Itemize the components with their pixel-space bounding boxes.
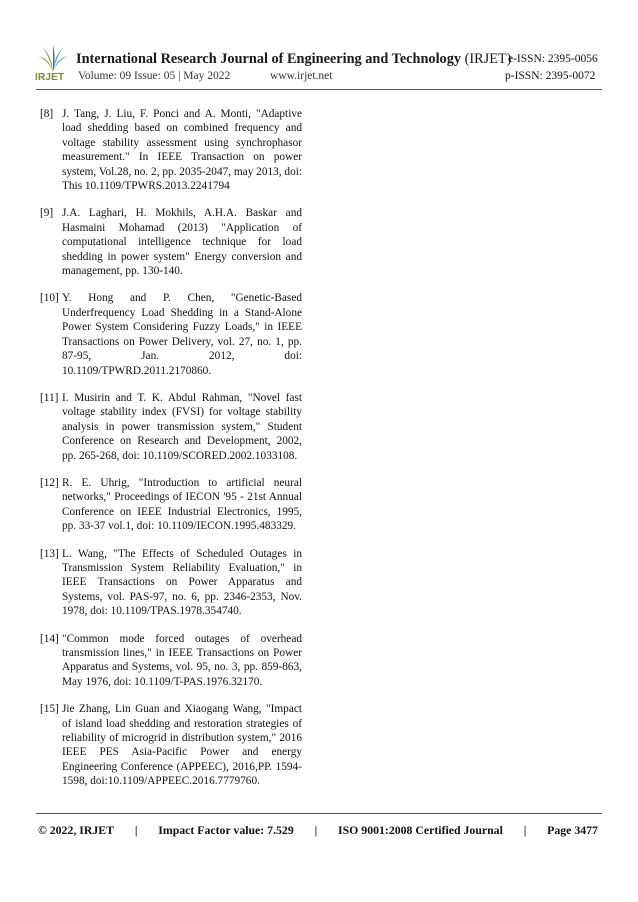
reference-text: R. E. Uhrig, "Introduction to artificial neural networks," Proceedings of IECON '95 - 21st Annual Conference on IEEE Industrial Electronics, 1995, pp. 33-37 vol.1, doi: 10.1109/IECON.1995.483329. — [62, 476, 302, 533]
reference-number: [15] — [40, 703, 59, 716]
footer-separator: | — [523, 823, 527, 837]
footer-divider — [36, 813, 602, 814]
reference-text: L. Wang, "The Effects of Scheduled Outages in Transmission System Reliability Evaluation," in IEEE Transactions on Power Apparatus and Systems, vol. PAS-97, no. 6, pp. 2346-2353, Nov. 1978, doi: 10.1109/TPAS.1978.354740. — [62, 547, 302, 618]
footer-copyright: © 2022, IRJET — [38, 823, 114, 837]
reference-item — [40, 702, 302, 788]
reference-item — [40, 291, 302, 377]
logo-text: IRJET — [35, 72, 65, 83]
reference-item — [40, 547, 302, 619]
reference-number: [14] — [40, 632, 59, 645]
footer-page-number: Page 3477 — [547, 823, 598, 837]
footer-impact-factor: Impact Factor value: 7.529 — [158, 823, 294, 837]
reference-item — [40, 206, 302, 278]
reference-text: "Common mode forced outages of overhead transmission lines," in IEEE Transactions on Power Apparatus and Systems, vol. 95, no. 3, pp. 859-863, May 1976, doi: 10.1109/T-PAS.1976.32170. — [62, 632, 302, 688]
page-header — [0, 0, 638, 92]
p-issn: p-ISSN: 2395-0072 — [505, 70, 596, 82]
reference-list — [40, 107, 302, 802]
footer-iso: ISO 9001:2008 Certified Journal — [338, 823, 503, 837]
reference-item — [40, 476, 302, 534]
reference-number: [10] — [40, 292, 59, 305]
journal-abbreviation: (IRJET) — [464, 51, 512, 67]
footer-separator: | — [134, 823, 138, 837]
footer-separator: | — [314, 823, 318, 837]
e-issn: e-ISSN: 2395-0056 — [508, 53, 598, 65]
reference-number: [9] — [40, 207, 54, 220]
reference-item — [40, 632, 302, 690]
reference-number: [12] — [40, 476, 59, 489]
page-footer — [38, 823, 598, 838]
reference-item — [40, 107, 302, 193]
reference-text: Y. Hong and P. Chen, "Genetic-Based Underfrequency Load Shedding in a Stand-Alone Power System Considering Fuzzy Loads," in IEEE Transactions on Power Delivery, vol. 27, no. 1, pp. 87-95, Jan. 2012, doi: 10.1109/TPWRD.2011.2170860. — [62, 292, 302, 377]
reference-item — [40, 391, 302, 463]
reference-number: [13] — [40, 547, 59, 560]
header-divider — [36, 89, 602, 90]
volume-issue: Volume: 09 Issue: 05 | May 2022 — [78, 70, 231, 82]
reference-text: I. Musirin and T. K. Abdul Rahman, "Novel fast voltage stability index (FVSI) for voltage stability analysis in power transmission system," Student Conference on Research and Development, 2002, pp. 265-268, doi: 10.1109/SCORED.2002.1033108. — [62, 391, 302, 462]
journal-website: www.irjet.net — [270, 70, 333, 82]
reference-text: J.A. Laghari, H. Mokhils, A.H.A. Baskar and Hasmaini Mohamad (2013) "Application of computational intelligence technique for load shedding in power system" Energy conversion and management, pp. 130-140. — [62, 207, 302, 278]
reference-text: J. Tang, J. Liu, F. Ponci and A. Monti, "Adaptive load shedding based on combined frequency and voltage stability assessment using synchrophasor measurement." In IEEE Transaction on power system, Vol.28, no. 2, pp. 2035-2047, may 2013, doi: This 10.1109/TPWRS.2013.2241794 — [62, 108, 302, 193]
reference-text: Jie Zhang, Lin Guan and Xiaogang Wang, "Impact of island load shedding and restoration strategies of reliability of microgrid in distribution system," 2016 IEEE PES Asia-Pacific Power and energy Engineering Conference (APPEEC), 2016,PP. 1594-1598, doi:10.1109/APPEEC.2016.7779760. — [62, 703, 302, 788]
journal-title — [76, 51, 511, 68]
journal-name: International Research Journal of Engineering and Technology — [76, 51, 461, 67]
reference-number: [11] — [40, 391, 59, 404]
reference-number: [8] — [40, 108, 54, 120]
